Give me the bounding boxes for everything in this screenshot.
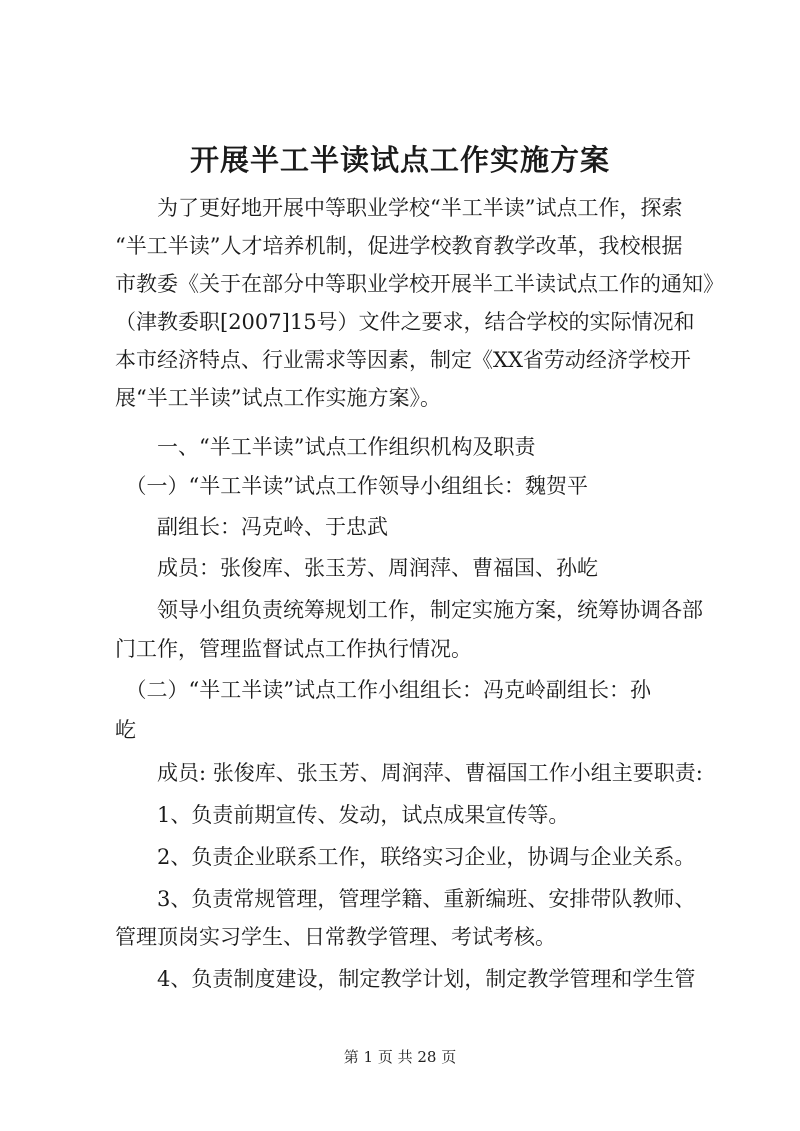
paragraph-line: 门工作，管理监督试点工作执行情况。 — [115, 637, 472, 661]
section-heading: 一、“半工半读”试点工作组织机构及职责 — [115, 435, 536, 459]
list-item: 4、负责制度建设，制定教学计划，制定教学管理和学生管 — [115, 967, 696, 991]
paragraph-line: （津教委职[2007]15号）文件之要求，结合学校的实际情况和 — [115, 310, 695, 334]
paragraph-line: 成员：张俊库、张玉芳、周润萍、曹福国、孙屹 — [115, 556, 598, 580]
list-item: 2、负责企业联系工作，联络实习企业，协调与企业关系。 — [115, 845, 696, 869]
paragraph-line: 本市经济特点、行业需求等因素，制定《XX省劳动经济学校开 — [115, 348, 691, 372]
page-number: 第 1 页 共 28 页 — [343, 1048, 457, 1066]
document-title: 开展半工半读试点工作实施方案 — [189, 143, 610, 177]
paragraph-line: 管理顶岗实习学生、日常教学管理、考试考核。 — [115, 925, 556, 949]
paragraph-line: 展“半工半读”试点工作实施方案》。 — [115, 386, 441, 410]
paragraph-line: 副组长：冯克岭、于忠武 — [115, 515, 388, 539]
paragraph-line: 成员: 张俊库、张玉芳、周润萍、曹福国工作小组主要职责: — [115, 761, 703, 785]
paragraph-line: 屹 — [115, 718, 136, 742]
list-item: 1、负责前期宣传、发动，试点成果宣传等。 — [115, 803, 570, 827]
paragraph-line: “半工半读”人才培养机制，促进学校教育教学改革，我校根据 — [115, 234, 683, 258]
paragraph-line: （二）“半工半读”试点工作小组组长：冯克岭副组长：孙 — [115, 678, 651, 702]
paragraph-line: （一）“半工半读”试点工作领导小组组长：魏贺平 — [115, 474, 588, 498]
paragraph-line: 为了更好地开展中等职业学校“半工半读”试点工作，探索 — [115, 196, 683, 220]
list-item: 3、负责常规管理，管理学籍、重新编班、安排带队教师、 — [115, 887, 696, 911]
paragraph-line: 市教委《关于在部分中等职业学校开展半工半读试点工作的通知》 — [115, 272, 724, 296]
paragraph-line: 领导小组负责统筹规划工作，制定实施方案，统筹协调各部 — [115, 598, 703, 622]
